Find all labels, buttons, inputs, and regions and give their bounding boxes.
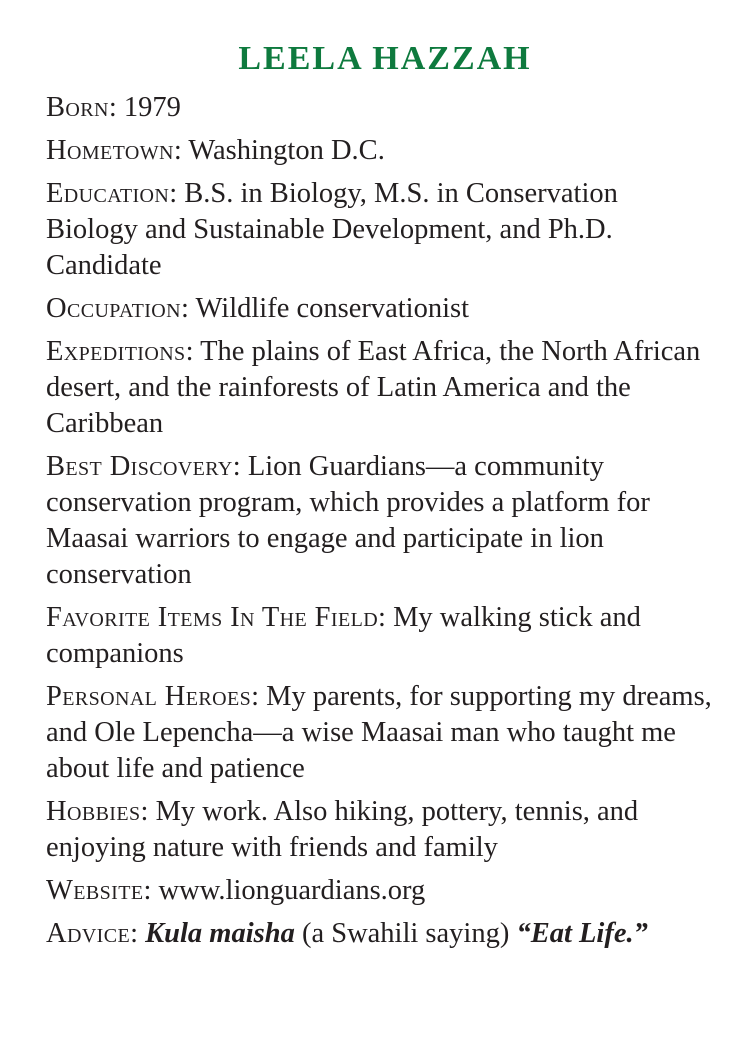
entry-website: Website: www.lionguardians.org: [46, 875, 426, 906]
expeditions-label: Expeditions: [46, 336, 186, 367]
born-label: Born: [46, 92, 109, 123]
entry-hometown: Hometown: Washington D.C.: [46, 135, 385, 166]
website-label: Website: [46, 875, 144, 906]
occupation-value: Wildlife conservationist: [195, 293, 470, 324]
occupation-label: Occupation: [46, 293, 181, 324]
entry-occupation: Occupation: Wildlife conservationist: [46, 293, 470, 324]
education-label: Education: [46, 178, 170, 209]
advice-note: (a Swahili saying): [301, 918, 510, 949]
personal-heroes-value: My parents, for supporting my dreams, and Ole Lepencha—a wise Maasai man who taught me about life and patience: [46, 681, 712, 784]
advice-saying: Kula maisha: [145, 918, 295, 949]
best-discovery-value: Lion Guardians—a community conservation program, which provides a platform for Maasai warriors to engage and participate in lion conservation: [46, 451, 650, 590]
education-value: B.S. in Biology, M.S. in Conservation Biology and Sustainable Development, and Ph.D. Candidate: [46, 178, 618, 281]
entry-hobbies: Hobbies: My work. Also hiking, pottery, tennis, and enjoying nature with friends and family: [46, 796, 639, 863]
expeditions-value: The plains of East Africa, the North African desert, and the rainforests of Latin America and the Caribbean: [46, 336, 701, 439]
favorite-items-label: Favorite Items In The Field: [46, 602, 379, 633]
profile-card: [46, 36, 716, 959]
best-discovery-label: Best Discovery: [46, 451, 233, 482]
born-value: 1979: [123, 92, 181, 123]
hobbies-value: My work. Also hiking, pottery, tennis, and enjoying nature with friends and family: [46, 796, 639, 863]
entry-born: Born: 1979: [46, 92, 181, 123]
entry-personal-heroes: Personal Heroes: My parents, for supporting my dreams, and Ole Lepencha—a wise Maasai man who taught me about life and patience: [46, 681, 712, 784]
hometown-label: Hometown: [46, 135, 174, 166]
personal-heroes-label: Personal Heroes: [46, 681, 252, 712]
entry-expeditions: Expeditions: The plains of East Africa, the North African desert, and the rainforests of Latin America and the Caribbean: [46, 336, 701, 439]
hometown-value: Washington D.C.: [188, 135, 385, 166]
advice-translation: “Eat Life.”: [516, 918, 648, 949]
advice-label: Advice: [46, 918, 131, 949]
entry-education: Education: B.S. in Biology, M.S. in Conservation Biology and Sustainable Development, and Ph.D. Candidate: [46, 178, 618, 281]
favorite-items-value: My walking stick and companions: [46, 602, 641, 669]
page-title: LEELA HAZZAH: [238, 40, 532, 77]
entry-favorite-items: Favorite Items In The Field: My walking stick and companions: [46, 602, 641, 669]
entry-best-discovery: Best Discovery: Lion Guardians—a community conservation program, which provides a platform for Maasai warriors to engage and participate in lion conservation: [46, 451, 650, 590]
entry-advice: Advice: Kula maisha (a Swahili saying) “Eat Life.”: [46, 918, 648, 949]
hobbies-label: Hobbies: [46, 796, 141, 827]
website-value: www.lionguardians.org: [158, 875, 426, 906]
